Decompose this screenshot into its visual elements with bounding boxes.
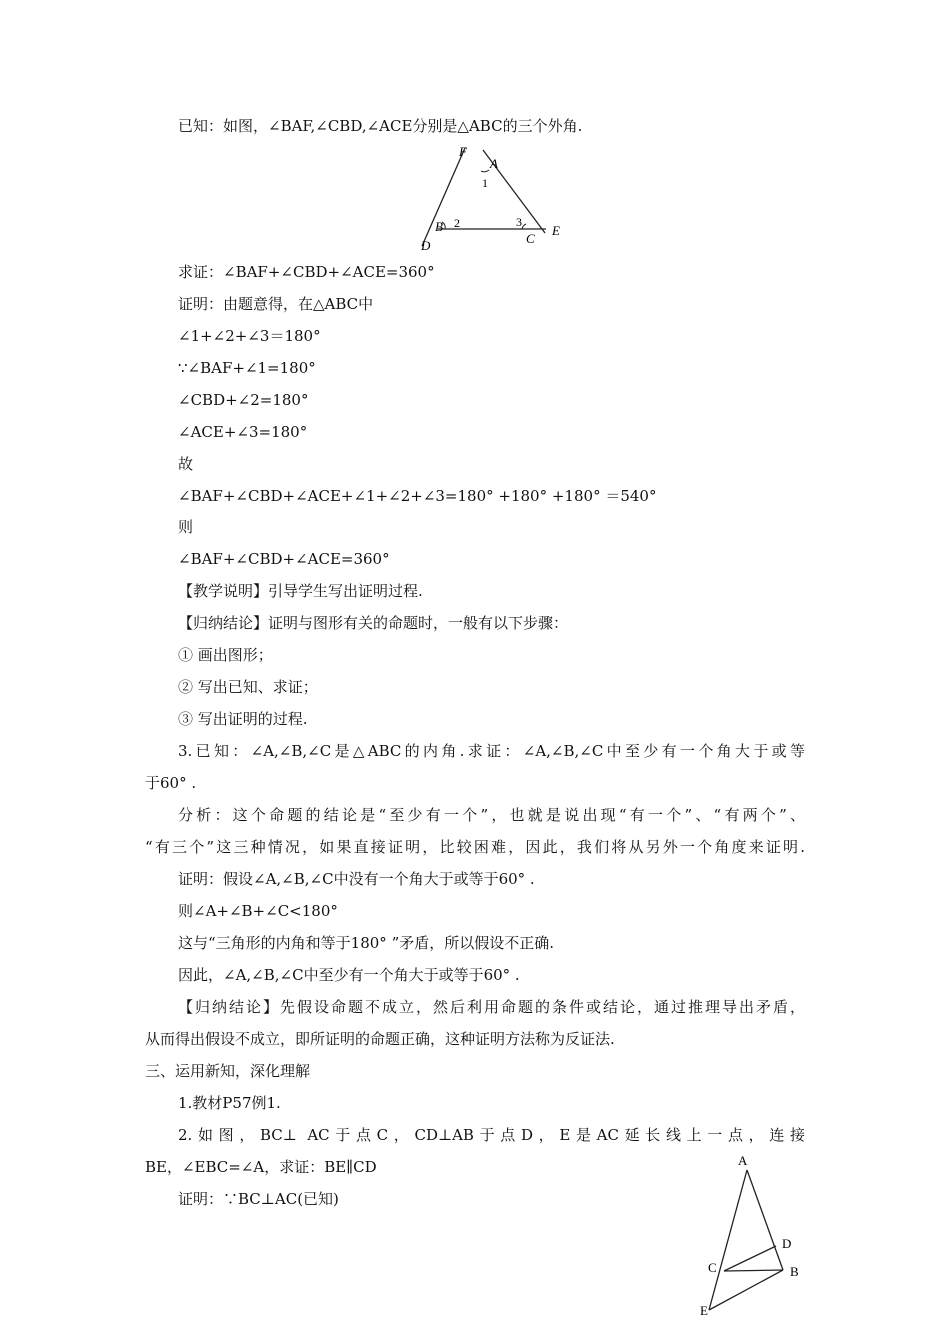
proof-line: 则∠A+∠B+∠C<180°	[178, 902, 338, 920]
line-FD	[422, 148, 465, 246]
proof-line: ∠ACE+∠3=180°	[178, 423, 308, 441]
proof-line: 证明：由题意得，在△ABC中	[178, 295, 374, 313]
line-EB	[709, 1270, 783, 1310]
conclusion-line: 【归纳结论】先假设命题不成立，然后利用命题的条件或结论，通过推理导出矛盾，	[178, 998, 805, 1016]
proof-line: ∠1+∠2+∠3＝180°	[178, 327, 321, 345]
given-line: 已知：如图，∠BAF,∠CBD,∠ACE分别是△ABC的三个外角.	[178, 117, 583, 135]
label-D: D	[421, 238, 431, 253]
line-AE	[709, 1170, 747, 1310]
section-heading: 三、运用新知，深化理解	[145, 1062, 311, 1080]
exercise-line: 2.如图，BC⊥ AC于点C，CD⊥AB于点D，E是AC延长线上一点，连接	[178, 1126, 805, 1144]
step-item: ③ 写出证明的过程.	[178, 710, 308, 728]
exterior-angles-figure	[418, 142, 568, 254]
label-D: D	[782, 1236, 792, 1251]
proof-line: ∠BAF+∠CBD+∠ACE=360°	[178, 550, 390, 568]
proof-line: 故	[178, 455, 194, 473]
angle-3-arc	[522, 224, 526, 229]
proof-line: 则	[178, 518, 194, 536]
label-A: A	[738, 1153, 748, 1168]
step-item: ① 画出图形；	[178, 646, 273, 664]
exercise-line: 1.教材P57例1.	[178, 1094, 281, 1112]
problem-3-line: 于60° .	[145, 774, 197, 792]
angle-1-arc	[481, 170, 489, 172]
proof-line: 证明：假设∠A,∠B,∠C中没有一个角大于或等于60° .	[178, 870, 535, 888]
label-angle-1: 1	[482, 176, 488, 190]
proof-line: ∠BAF+∠CBD+∠ACE+∠1+∠2+∠3=180° +180° +180° ＝540°	[178, 487, 657, 505]
conclusion-line: 从而得出假设不成立，即所证明的命题正确，这种证明方法称为反证法.	[145, 1030, 615, 1048]
analysis-line: “有三个”这三种情况，如果直接证明，比较困难，因此，我们将从另外一个角度来证明.	[145, 838, 805, 856]
proof-line: 这与“三角形的内角和等于180° ”矛盾，所以假设不正确.	[178, 934, 555, 952]
label-B: B	[790, 1264, 799, 1279]
label-C: C	[708, 1260, 717, 1275]
problem-3-line: 3.已知：∠A,∠B,∠C是△ABC的内角.求证：∠A,∠B,∠C中至少有一个角大于或等	[178, 742, 805, 760]
conclusion-heading: 【归纳结论】证明与图形有关的命题时，一般有以下步骤：	[178, 614, 569, 632]
label-angle-2: 2	[454, 216, 460, 230]
analysis-line: 分析：这个命题的结论是“至少有一个”，也就是说出现“有一个”、“有两个”、	[178, 806, 805, 824]
label-A: A	[490, 156, 498, 171]
exercise-line: BE，∠EBC=∠A，求证：BE∥CD	[145, 1158, 377, 1176]
parallel-lines-figure	[690, 1145, 820, 1325]
line-CB	[724, 1270, 783, 1271]
teaching-note: 【教学说明】引导学生写出证明过程.	[178, 582, 423, 600]
step-item: ② 写出已知、求证；	[178, 678, 318, 696]
proof-line: 因此，∠A,∠B,∠C中至少有一个角大于或等于60° .	[178, 966, 520, 984]
label-F: F	[459, 144, 467, 159]
proof-line: ∵∠BAF+∠1=180°	[178, 359, 316, 377]
label-C: C	[526, 231, 535, 246]
line-CD	[724, 1246, 776, 1271]
label-angle-3: 3	[516, 215, 522, 229]
proof-line: ∠CBD+∠2=180°	[178, 391, 309, 409]
label-E: E	[700, 1303, 708, 1318]
label-E: E	[552, 223, 560, 238]
line-AB	[747, 1170, 783, 1270]
to-prove-line: 求证：∠BAF+∠CBD+∠ACE=360°	[178, 263, 435, 281]
label-B: B	[435, 219, 443, 234]
proof-line: 证明：∵BC⊥AC(已知)	[178, 1190, 339, 1208]
